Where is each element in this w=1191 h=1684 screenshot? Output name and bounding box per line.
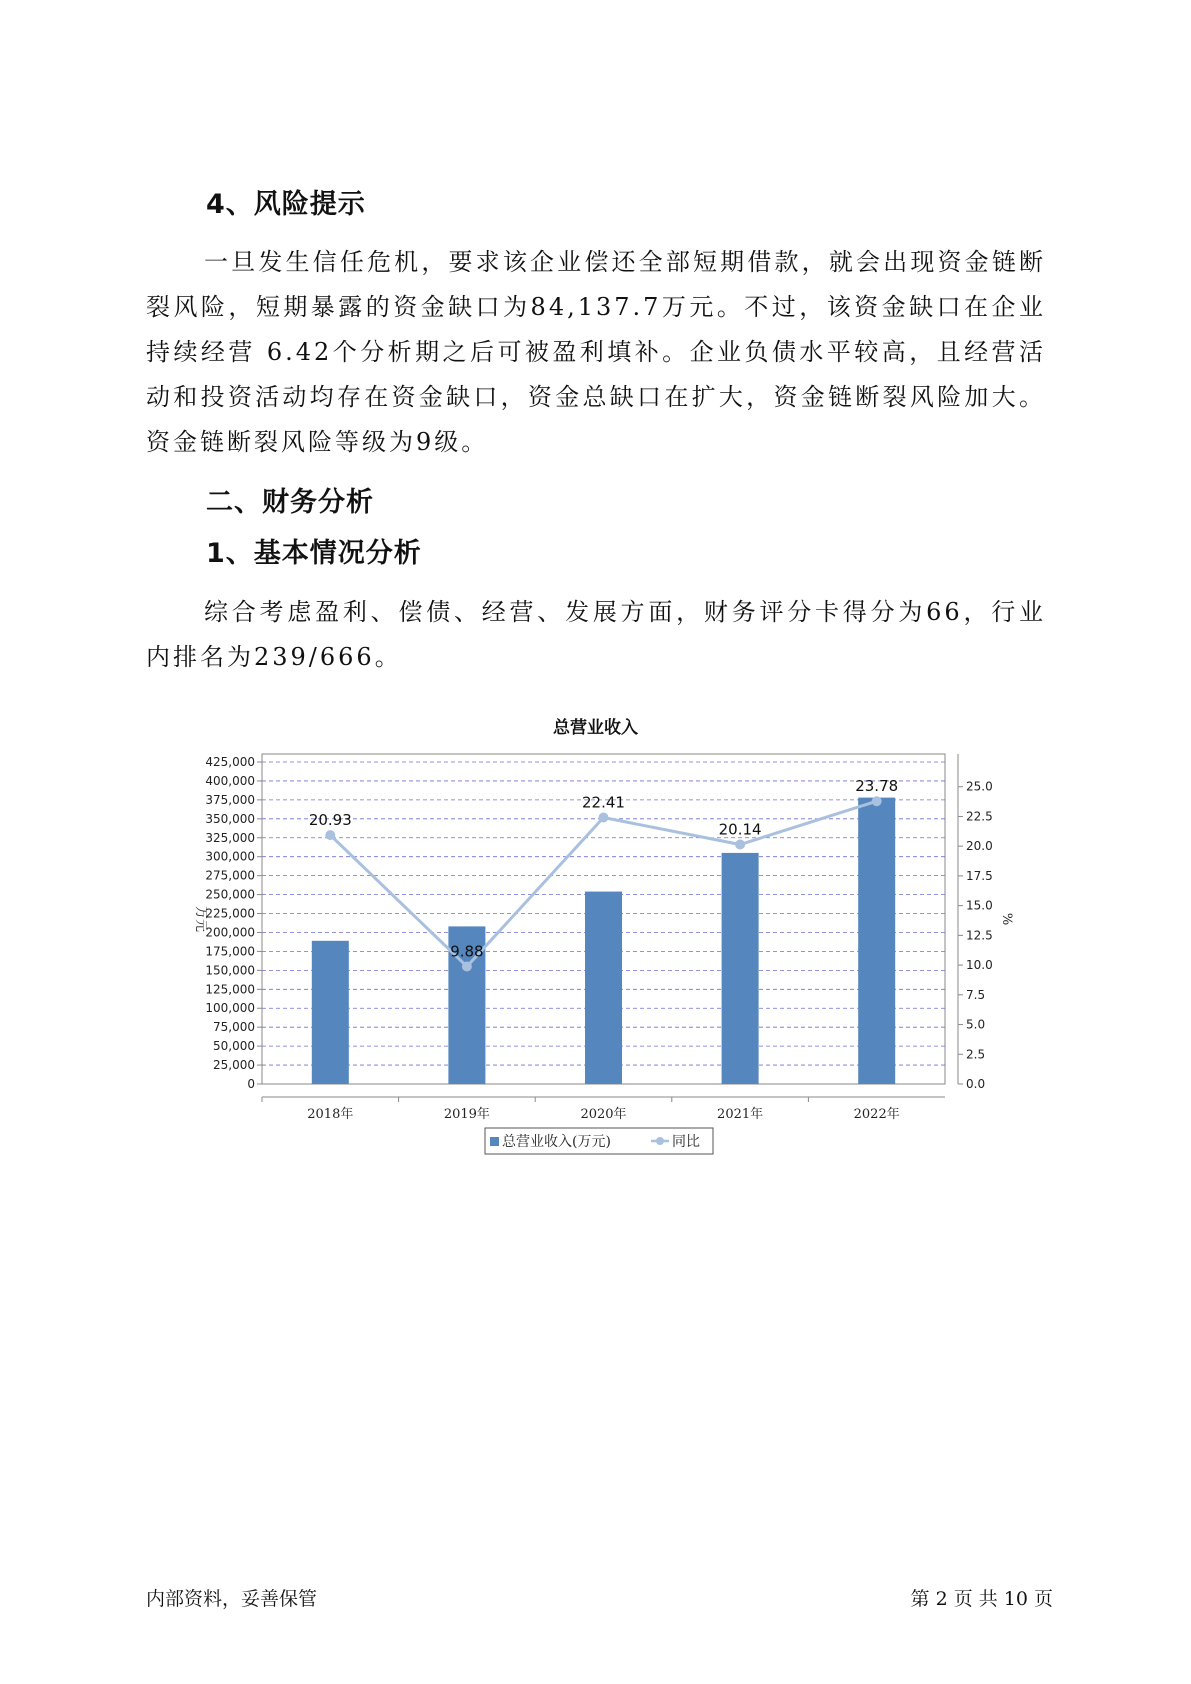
x-tick-label: 2018年 <box>307 1107 354 1122</box>
revenue-bar <box>858 798 895 1084</box>
y-tick-label: 400,000 <box>205 773 255 788</box>
y2-tick-label: 15.0 <box>966 898 993 913</box>
y2-tick-label: 7.5 <box>966 987 986 1002</box>
yoy-data-label: 22.41 <box>582 793 625 812</box>
y-tick-label: 425,000 <box>205 755 255 769</box>
y2-tick-label: 20.0 <box>966 839 993 854</box>
yoy-point <box>872 796 882 806</box>
y2-tick-label: 25.0 <box>966 779 993 794</box>
y-tick-label: 50,000 <box>213 1039 255 1054</box>
y-tick-label: 225,000 <box>205 906 255 921</box>
yoy-point <box>599 813 609 823</box>
x-tick-label: 2022年 <box>853 1107 900 1122</box>
y-tick-label: 250,000 <box>205 887 255 902</box>
y2-tick-label: 2.5 <box>966 1047 986 1062</box>
x-tick-label: 2021年 <box>717 1107 764 1122</box>
y2-tick-label: 12.5 <box>966 928 993 943</box>
yoy-point <box>325 830 335 840</box>
y-tick-label: 200,000 <box>205 925 255 940</box>
footer-page-number: 第 2 页 共 10 页 <box>910 1588 1053 1610</box>
legend-label-revenue: 总营业收入(万元) <box>502 1134 611 1150</box>
yoy-data-label: 20.93 <box>308 811 352 830</box>
y2-tick-label: 17.5 <box>966 868 993 883</box>
basic-paragraph: 综合考虑盈利、偿债、经营、发展方面，财务评分卡得分为66，行业内排名为239/666。 <box>146 598 1046 671</box>
y-tick-label: 100,000 <box>205 1001 255 1016</box>
yoy-point <box>735 840 745 850</box>
y-tick-label: 25,000 <box>213 1058 255 1073</box>
y-tick-label: 275,000 <box>205 868 255 883</box>
yoy-data-label: 20.14 <box>718 820 762 839</box>
y-tick-label: 0 <box>247 1077 255 1091</box>
yoy-point <box>462 962 472 972</box>
y-tick-label: 300,000 <box>205 849 255 864</box>
y-tick-label: 125,000 <box>205 982 255 997</box>
revenue-bar <box>722 853 759 1084</box>
chart-title: 总营业收入 <box>553 718 638 738</box>
y2-axis-label: % <box>999 912 1014 926</box>
y-tick-label: 175,000 <box>205 944 255 959</box>
yoy-data-label: 23.78 <box>855 777 899 796</box>
yoy-data-label: 9.88 <box>450 942 484 961</box>
y-tick-label: 150,000 <box>205 963 255 978</box>
x-tick-label: 2020年 <box>580 1107 627 1122</box>
x-tick-label: 2019年 <box>443 1107 490 1122</box>
legend-label-yoy: 同比 <box>672 1134 700 1150</box>
legend-swatch-revenue <box>490 1137 499 1146</box>
risk-paragraph: 一旦发生信任危机，要求该企业偿还全部短期借款，就会出现资金链断裂风险，短期暴露的资金缺口为84,137.7万元。不过，该资金缺口在企业持续经营 6.42个分析期之后可被盈利填补。企业负债水平较高，且经营活动和投资活动均存在资金缺口，资金总缺口在扩大，资金链断裂风险加大。资金链断裂风险等级为9级。 <box>146 248 1046 456</box>
legend-swatch-yoy-point <box>656 1137 664 1145</box>
section-heading-risk: 4、风险提示 <box>206 189 366 220</box>
y-axis-label: 万元 <box>193 905 208 933</box>
y2-tick-label: 10.0 <box>966 958 993 973</box>
y2-tick-label: 22.5 <box>966 809 993 824</box>
y-tick-label: 350,000 <box>205 811 255 826</box>
revenue-bar <box>312 941 349 1084</box>
footer-confidential: 内部资料，妥善保管 <box>146 1588 318 1610</box>
y2-tick-label: 0.0 <box>966 1077 986 1091</box>
y-tick-label: 325,000 <box>205 830 255 845</box>
y2-tick-label: 5.0 <box>966 1017 986 1032</box>
section-heading-finance: 二、财务分析 <box>206 487 374 518</box>
section-heading-basic: 1、基本情况分析 <box>206 538 422 569</box>
y-tick-label: 75,000 <box>213 1020 255 1035</box>
revenue-bar <box>585 892 622 1084</box>
y-tick-label: 375,000 <box>205 792 255 807</box>
